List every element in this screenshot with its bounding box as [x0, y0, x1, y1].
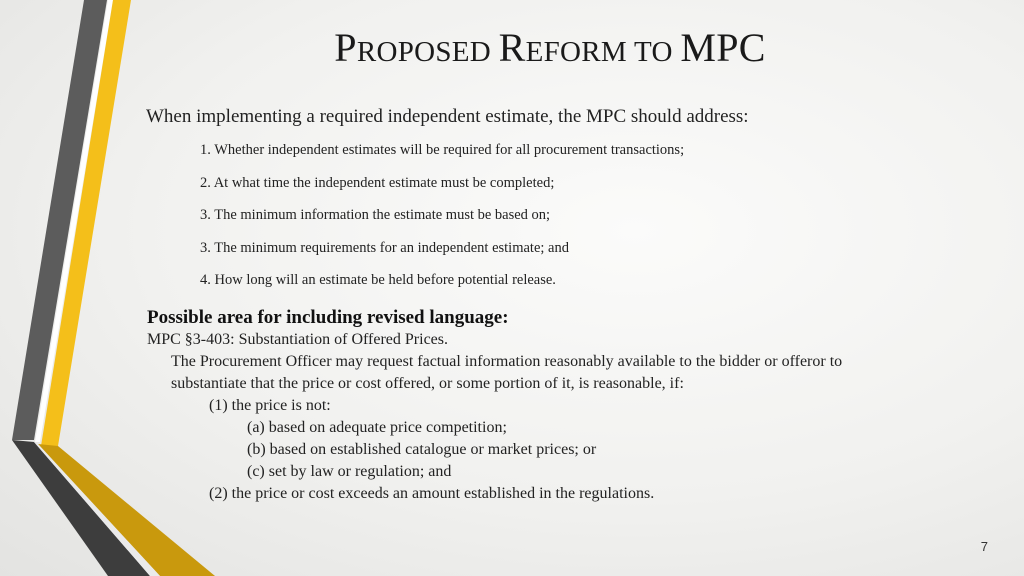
intro-text: When implementing a required independent estimate, the MPC should address:: [146, 106, 749, 127]
title-part: EFORM TO: [525, 36, 681, 68]
title-part: P: [334, 25, 357, 70]
provision-line: The Procurement Officer may request factual information reasonably available to the bidder or offeror to: [171, 353, 843, 370]
list-item: 3. The minimum information the estimate must be based on;: [200, 207, 551, 223]
provision-line: (1) the price is not:: [209, 397, 331, 414]
slide-title: [0, 24, 1024, 71]
title-part: R: [498, 25, 526, 70]
page-number: 7: [980, 539, 988, 554]
title-part: MPC: [680, 25, 766, 70]
provision-line: (b) based on established catalogue or market prices; or: [247, 441, 597, 458]
provision-line: substantiate that the price or cost offered, or some portion of it, is reasonable, if:: [171, 375, 684, 392]
list-item: 4. How long will an estimate be held before potential release.: [200, 272, 556, 288]
list-item: 3. The minimum requirements for an independent estimate; and: [200, 240, 569, 256]
list-item: 2. At what time the independent estimate must be completed;: [200, 175, 555, 191]
provision-line: (c) set by law or regulation; and: [247, 463, 452, 480]
list-item: 1. Whether independent estimates will be required for all procurement transactions;: [200, 142, 685, 158]
possible-area-heading: Possible area for including revised language:: [147, 307, 509, 328]
mpc-section-label: MPC §3-403: Substantiation of Offered Prices.: [147, 331, 449, 348]
provision-line: (2) the price or cost exceeds an amount established in the regulations.: [209, 485, 655, 502]
provision-line: (a) based on adequate price competition;: [247, 419, 507, 436]
title-part: ROPOSED: [356, 36, 499, 68]
